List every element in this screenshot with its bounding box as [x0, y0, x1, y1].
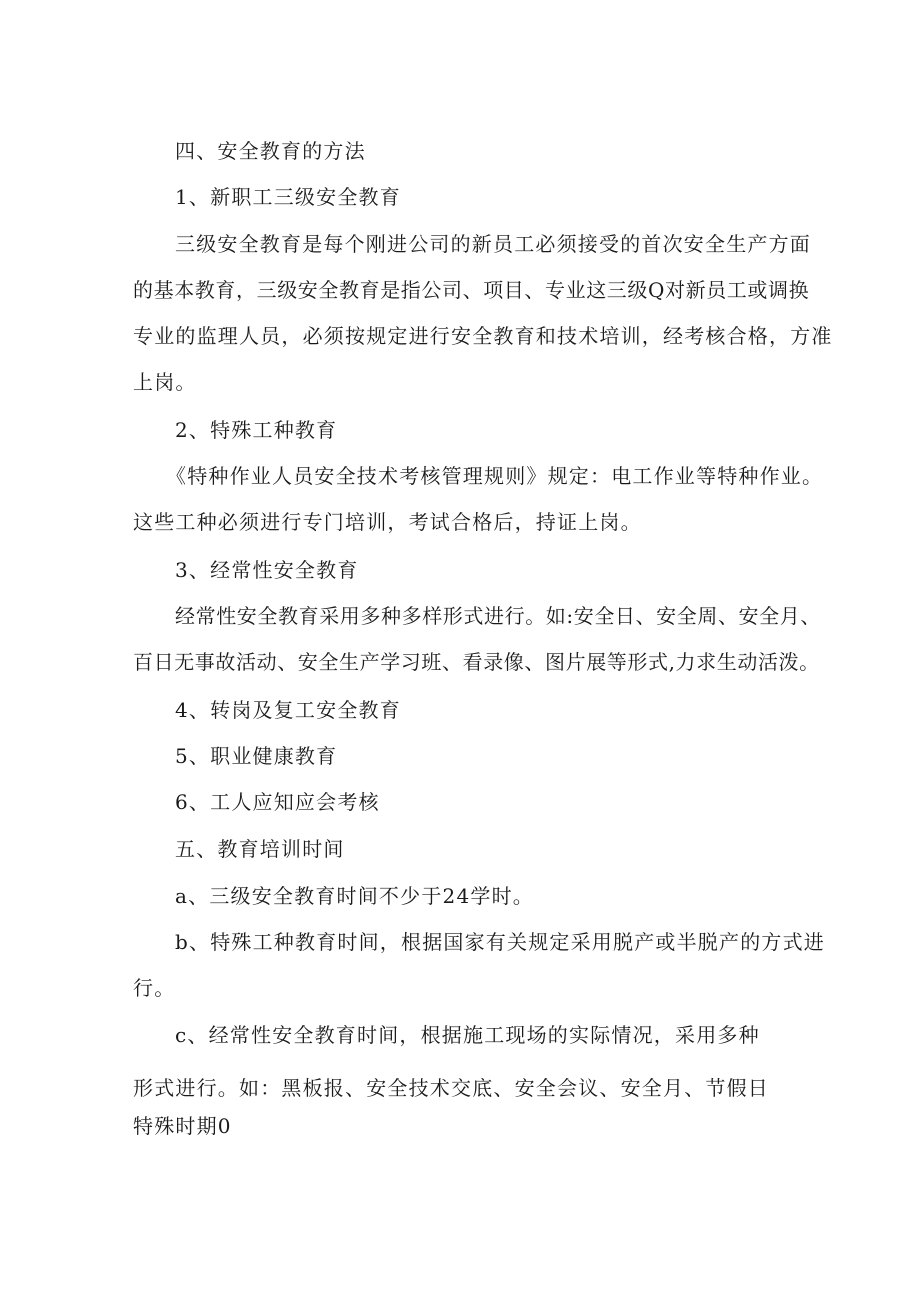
item-a-line: a、三级安全教育时间不少于24学时。 — [175, 884, 534, 908]
item-c-line: c、经常性安全教育时间，根据施工现场的实际情况，采用多种 — [175, 1023, 760, 1047]
item-6-heading: 6、工人应知应会考核 — [175, 790, 380, 814]
item-2-paragraph-line: 《特种作业人员安全技术考核管理规则》规定：电工作业等特种作业。 — [166, 464, 824, 488]
item-3-paragraph-line: 百日无事故活动、安全生产学习班、看录像、图片展等形式,力求生动活泼。 — [133, 650, 820, 674]
item-c-line: 特殊时期0 — [133, 1114, 232, 1138]
item-3-heading: 3、经常性安全教育 — [175, 558, 359, 582]
item-c-line: 形式进行。如：黑板报、安全技术交底、安全会议、安全月、节假日 — [133, 1076, 769, 1100]
item-5-heading: 5、职业健康教育 — [175, 744, 338, 768]
item-1-paragraph-line: 三级安全教育是每个刚进公司的新员工必须接受的首次安全生产方面 — [175, 232, 811, 256]
section-4-heading: 四、安全教育的方法 — [175, 139, 366, 163]
item-4-heading: 4、转岗及复工安全教育 — [175, 698, 401, 722]
section-5-heading: 五、教育培训时间 — [175, 837, 345, 861]
item-1-paragraph-line: 的基本教育，三级安全教育是指公司、项目、专业这三级Q对新员工或调换 — [133, 278, 810, 302]
item-2-paragraph-line: 这些工种必须进行专门培训，考试合格后，持证上岗。 — [133, 510, 642, 534]
item-2-heading: 2、特殊工种教育 — [175, 418, 338, 442]
item-1-heading: 1、新职工三级安全教育 — [175, 185, 401, 209]
item-1-paragraph-line: 上岗。 — [133, 370, 197, 394]
item-1-paragraph-line: 专业的监理人员，必须按规定进行安全教育和技术培训，经考核合格，方准 — [133, 324, 833, 348]
item-b-line: 行。 — [133, 976, 176, 1000]
item-3-paragraph-line: 经常性安全教育采用多种多样形式进行。如:安全日、安全周、安全月、 — [175, 604, 821, 628]
item-b-line: b、特殊工种教育时间，根据国家有关规定采用脱产或半脱产的方式进 — [175, 930, 826, 954]
